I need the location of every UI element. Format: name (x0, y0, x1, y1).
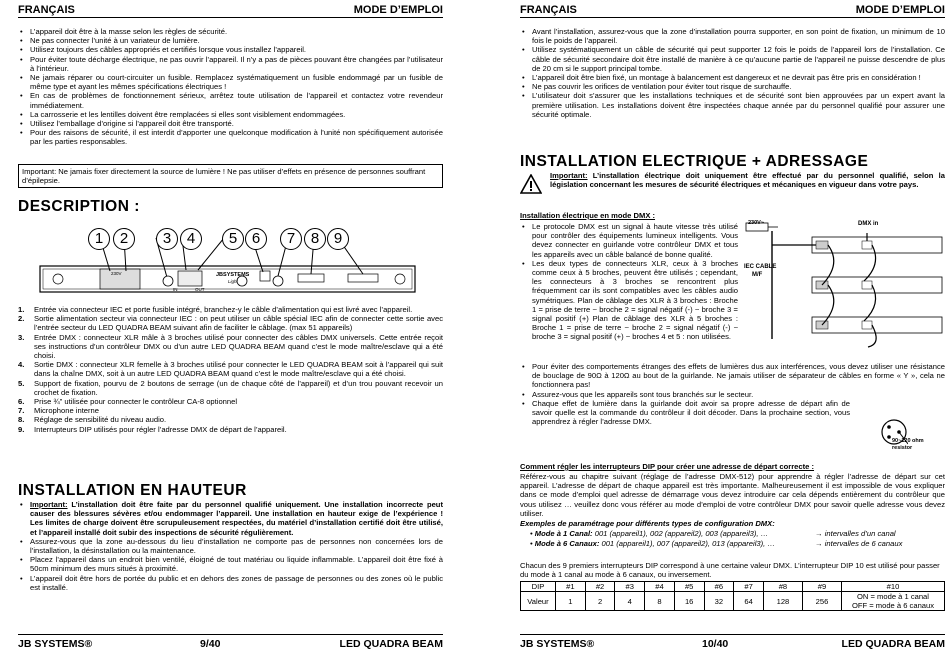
description-item: 8. Réglage de sensibilité du niveau audio. (18, 415, 167, 425)
table-cell: 32 (704, 592, 734, 611)
callout-3: 3 (156, 228, 178, 250)
dip-subheading: Comment régler les interrupteurs DIP pour créer une adresse de départ correcte : (520, 462, 815, 471)
important-notice: Important: Ne jamais fixer directement la source de lumière ! Ne pas utiliser d’effets en présence de personnes souffrant d’épilepsie. (18, 164, 443, 188)
install-item: • Avant l’installation, assurez-vous que la zone d’installation pourra supporter, en son point de fixation, un minimum de 10 fois le poids de l’appareil. (520, 27, 945, 45)
install-item: • L’utilisateur doit s’assurer que les installations techniques et de sécurité sont bien approuvées par un expert avant la première utilisation. Les installations doivent être inspectées chaque année par du personnel qualifié pour assurer une sécurité optimale. (520, 91, 945, 119)
safety-item: • En cas de problèmes de fonctionnement sérieux, arrêtez toute utilisation de l’appareil et contactez votre revendeur immédiatement. (18, 91, 443, 109)
page-footer (520, 634, 945, 649)
description-item: 4. Sortie DMX : connecteur XLR femelle à 3 broches utilisé pour connecter le LED QUADRA BEAM soit à l’appareil qui suit dans la chaîne DMX, soit à un autre LED QUADRA BEAM quand c’est le mode maître/esclave qui a été choisi. (18, 360, 443, 379)
table-cell: #7 (734, 582, 764, 592)
table-cell: #1 (556, 582, 586, 592)
table-cell: #4 (645, 582, 675, 592)
page-header (18, 0, 443, 18)
dmx-diagram-voltage: 230V~ (748, 220, 765, 226)
hauteur-heading: INSTALLATION EN HAUTEUR (18, 482, 247, 499)
dip-switch-table (520, 581, 945, 611)
footer-brand: JB SYSTEMS® (18, 638, 93, 650)
callout-4: 4 (180, 228, 202, 250)
install-item: • Ne pas couvrir les orifices de ventilation pour éviter tout risque de surchauffe. (520, 82, 945, 91)
brand-sub-label: Light (228, 279, 238, 284)
brand-label: JBSYSTEMS (216, 272, 250, 278)
dip-paragraph: Référez-vous au chapitre suivant (réglage de l’adresse DMX-512) pour apprendre à régler l’adresse de départ sur cet appareil. L’adresse de départ de chaque appareil est très importante. Malheureusement il est impossible de vous expliquer dans ce mode d’emploi quel adresse de démarrage vous devez introduire car cela dépends entièrement du contrôleur que vous utilisez … veuillez donc vous référer au mode d’emploi de votre contrôleur DMX pour savoir quelle adresse vous devez utiliser. (520, 472, 945, 518)
callout-7: 7 (280, 228, 302, 250)
electrical-heading: INSTALLATION ELECTRIQUE + ADRESSAGE (520, 153, 869, 170)
header-language: FRANÇAIS (18, 4, 75, 16)
dmx-subheading: Installation électrique en mode DMX : (520, 211, 656, 220)
dmx-item: • Le protocole DMX est un signal à haute vitesse très utilisé pour contrôler des équipements lumineux intelligents. Vous devez connecter en guirlande votre contrôleur DMX et tous les appareils avec un câble balancé de bonne qualité. (520, 222, 738, 259)
footer-product: LED QUADRA BEAM (841, 638, 945, 650)
install-item: • L’appareil doit être bien fixé, un montage à balancement est dangereux et ne devrait pas être pris en considération ! (520, 73, 945, 82)
header-language: FRANÇAIS (520, 4, 577, 16)
top-list (520, 27, 945, 119)
hauteur-item: • L’appareil doit être hors de portée du public et en dehors des zones de passage de personnes ou des zones où le public est installé. (18, 574, 443, 592)
description-item: 7. Microphone interne (18, 406, 100, 416)
footer-page-number: 9/40 (200, 638, 221, 650)
hauteur-list (18, 500, 443, 592)
callout-1: 1 (88, 228, 110, 250)
safety-item: • La carrosserie et les lentilles doivent être remplacées si elles sont visiblement endommagées. (18, 110, 443, 119)
table-row (521, 592, 945, 611)
install-item: • Utilisez systématiquement un câble de sécurité qui peut supporter 12 fois le poids de l’appareil lors de l’installation. Ce câble de sécurité secondaire doit être installé de manière à ce qu’aucune partie de l’appareil ne puisse descendre de plus de 20 cm si le support principal tombe. (520, 45, 945, 73)
table-cell: 4 (615, 592, 645, 611)
table-cell: #3 (615, 582, 645, 592)
dmx-item: • Assurez-vous que les appareils sont tous branchés sur le secteur. (520, 390, 945, 399)
hauteur-item: • Placez l’appareil dans un endroit bien ventilé, éloigné de tout matériau ou liquide inflammable. L’appareil doit être fixé à 50cm minimum des murs situés à proximité. (18, 555, 443, 573)
footer-page-number: 10/40 (702, 638, 729, 650)
electrical-important: Important: L’installation électrique doit uniquement être effectué par du personnel qualifié, selon la législation concernant les mesures de sécurité électriques et mécaniques en vigueur dans votre pays. (550, 171, 945, 190)
dmx-diagram-iec: IEC CABLE (744, 264, 777, 270)
example-1: • Mode à 1 Canal: 001 (appareil1), 002 (appareil2), 003 (appareil3), … → intervalles d’un canal (530, 529, 896, 538)
header-title: MODE D’EMPLOI (353, 4, 443, 16)
page-header (520, 0, 945, 18)
table-cell: #2 (585, 582, 615, 592)
dmx-wiring-diagram (742, 219, 945, 355)
safety-item: • Utilisez toujours des câbles appropriés et certifiés lorsque vous installez l’appareil. (18, 45, 443, 54)
safety-item: • Ne jamais réparer ou court-circuiter un fusible. Remplacez systématiquement un fusible endommagé par un fusible de même type et ayant les mêmes spécifications électriques ! (18, 73, 443, 91)
dmx-item: • Les deux types de connecteurs XLR, ceux à 3 broches comme ceux à 5 broches, peuvent être utilisés ; cependant, les connecteurs à 3 broches se rencontrent plus fréquemment car ils sont compatibles avec les câbles audio symétriques. Plan de câblage des XLR à 3 broches : Broche 1 = prise de terre ~ broche 2 = signal négatif (-) ~ broche 3 = signal positif (+) Plan de câblage des XLR à 5 broches : Broche 1 = prise de terre ~ broche 2 = signal négatif (-) ~ broche 3 = signal positif (+) ~ broches 4 et 5 : non utilisées. (520, 259, 738, 342)
safety-list (18, 27, 443, 147)
page-footer (18, 634, 443, 649)
table-cell: ON = mode à 1 canal OFF = mode à 6 canaux (842, 592, 945, 611)
table-cell: #5 (674, 582, 704, 592)
examples-heading: Exemples de paramétrage pour différents types de configuration DMX: (520, 519, 775, 528)
description-item: 1. Entrée via connecteur IEC et porte fusible intégré, branchez-y le câble d’alimentation qui est livré avec l’appareil. (18, 305, 413, 314)
hauteur-important-item: • Important: L’installation doit être faite par du personnel qualifié uniquement. Une installation incorrecte peut causer des blessures sévères et/ou endommager l’appareil. Une installation en hauteur exige de l’expérience ! Les limites de charge doivent être scrupuleusement respectées, du matériel d’installation certifié doit être utilisé, et l’appareil installé doit subir des inspections de sécurité régulièrement. (18, 500, 443, 537)
callout-6: 6 (245, 228, 267, 250)
dmx-out-label: OUT (195, 287, 205, 292)
left-page (18, 0, 443, 654)
table-cell: 1 (556, 592, 586, 611)
table-cell: Valeur (521, 592, 556, 611)
voltage-label: 230V (111, 271, 122, 276)
dmx-diagram-mf: M/F (752, 272, 763, 278)
callout-2: 2 (113, 228, 135, 250)
rear-panel-diagram (28, 226, 428, 298)
hauteur-item: • Assurez-vous que la zone au-dessous du lieu d’installation ne comporte pas de personnes non concernées lors de l’installation, la désinstallation ou la maintenance. (18, 537, 443, 555)
dmx-diagram-in: DMX in (858, 221, 879, 227)
description-heading: DESCRIPTION : (18, 198, 140, 215)
table-cell: 16 (674, 592, 704, 611)
dmx-wiring-drawing (742, 219, 945, 355)
safety-item: • Utilisez l’emballage d’origine si l’appareil doit être transporté. (18, 119, 443, 128)
safety-item: • L’appareil doit être à la masse selon les règles de sécurité. (18, 27, 443, 36)
footer-product: LED QUADRA BEAM (339, 638, 443, 650)
table-cell: #10 (842, 582, 945, 592)
safety-item: • Pour éviter toute décharge électrique, ne pas ouvrir l’appareil. Il n’y a pas de pièces pouvant être changées par l’utilisateur à l’intérieur. (18, 55, 443, 73)
table-cell: DIP (521, 582, 556, 592)
dmx-list (520, 222, 738, 342)
dmx-in-label: IN (173, 287, 178, 292)
description-item: 3. Entrée DMX : connecteur XLR mâle à 3 broches utilisé pour connecter des câbles DMX universels. Cette entrée reçoit ses instructions d’un contrôleur DMX ou d’un autre LED QUADRA BEAM quand c’est le mode maître/esclave qui a été choisi. (18, 332, 443, 361)
dmx-item: • Chaque effet de lumière dans la guirlande doit avoir sa propre adresse de départ afin de savoir quelle est la commande du contrôleur il doit décoder. Dans la prochaine section, vous apprendrez à régler l’adresse DMX. (520, 399, 850, 427)
right-page (520, 0, 945, 654)
table-cell: 256 (802, 592, 841, 611)
table-cell: 64 (734, 592, 764, 611)
table-cell: 128 (763, 592, 802, 611)
table-cell: #6 (704, 582, 734, 592)
callout-5: 5 (222, 228, 244, 250)
description-item: 5. Support de fixation, pourvu de 2 boutons de serrage (un de chaque côté de l’appareil) et d’un trou pouvant recevoir un crochet de fixation. (18, 378, 443, 397)
callout-8: 8 (304, 228, 326, 250)
footer-brand: JB SYSTEMS® (520, 638, 595, 650)
safety-item: • Pour des raisons de sécurité, il est interdit d’apporter une quelconque modification à l’unité non spécifiquement autorisée par les parties responsables. (18, 128, 443, 146)
warning-icon (520, 174, 542, 194)
description-list (18, 305, 443, 434)
description-item: 6. Prise ¾” utilisée pour connecter le contrôleur CA-8 optionnel (18, 397, 238, 407)
table-row (521, 582, 945, 592)
description-item: 9. Interrupteurs DIP utilisés pour régler l’adresse DMX de départ de l’appareil. (18, 424, 287, 434)
safety-item: • Ne pas connecter l’unité à un variateur de lumière. (18, 36, 443, 45)
description-item: 2. Sortie alimentation secteur via connecteur IEC : on peut utiliser un câble spécial IEC afin de connecter cette sortie avec l’entrée secteur du LED QUADRA BEAM suivant afin de faciliter le câblage. (max 51 appareils) (18, 314, 443, 333)
resistor-label: 90~120 ohm resistor (892, 438, 924, 451)
table-cell: #9 (802, 582, 841, 592)
dmx-item: • Pour éviter des comportements étranges des effets de lumières dus aux interférences, vous devez utiliser une résistance de bouclage de 90Ω à 120Ω au bout de la guirlande. Ne jamais utiliser de séparateur de câbles en forme « Y », cela ne fonctionnera pas! (520, 362, 945, 390)
dmx-list-continued (520, 362, 945, 426)
table-cell: 8 (645, 592, 675, 611)
callout-9: 9 (327, 228, 349, 250)
table-cell: #8 (763, 582, 802, 592)
header-title: MODE D’EMPLOI (855, 4, 945, 16)
table-cell: 2 (585, 592, 615, 611)
example-2: • Mode à 6 Canaux: 001 (appareil1), 007 (appareil2), 013 (appareil3), … → intervalles de 6 canaux (530, 539, 903, 548)
dip-paragraph-2: Chacun des 9 premiers interrupteurs DIP correspond à une certaine valeur DMX. L’interrupteur DIP 10 est utilisé pour passer du mode à 1 canal au mode à 6 canaux, ou inversement. (520, 561, 940, 580)
